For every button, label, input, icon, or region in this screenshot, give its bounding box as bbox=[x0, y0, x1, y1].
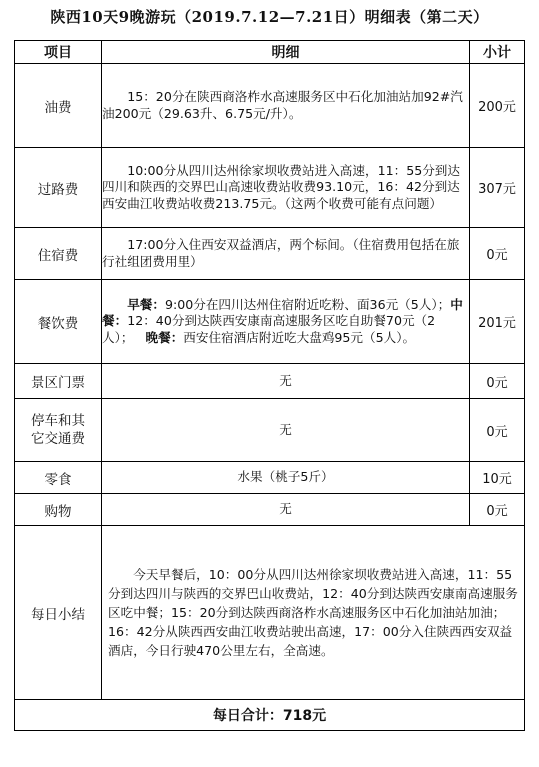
item-label: 油费 bbox=[15, 64, 102, 148]
detail-text: 水果（桃子5斤） bbox=[102, 462, 470, 494]
item-label: 景区门票 bbox=[15, 364, 102, 399]
breakfast-text: 9:00分在四川达州住宿附近吃粉、面36元（5人）； bbox=[164, 296, 451, 312]
table-row-tickets bbox=[15, 364, 525, 399]
summary-text: 今天早餐后，10：00分从四川达州徐家坝收费站进入高速，11：55分到达四川与陕西的交界巴山收费站，12：40分到达陕西安康南高速服务区吃中餐；15：20分到达陕西商洛柞水高速服务区中石化加油站加油；16：42分从陕西西安曲江收费站驶出高速，17：00分入住陕西西安双益酒店，今日行驶470公里左右，全高速。 bbox=[102, 526, 525, 700]
lunch-text: 12：40分到达陕西安康南高速服务区吃自助餐70元（2人）； bbox=[102, 313, 436, 345]
item-label: 每日小结 bbox=[15, 526, 102, 700]
table-row-total bbox=[15, 700, 525, 731]
detail-text: 17:00分入住西安双益酒店，两个标间。（住宿费用包括在旅行社组团费用里） bbox=[102, 228, 470, 280]
detail-text: 无 bbox=[102, 494, 470, 526]
dinner-label: 晚餐： bbox=[145, 329, 184, 345]
table-row-toll bbox=[15, 148, 525, 228]
page-title: 陕西10天9晚游玩（2019.7.12—7.21日）明细表（第二天） bbox=[50, 8, 489, 26]
item-label: 住宿费 bbox=[15, 228, 102, 280]
item-label: 零食 bbox=[15, 462, 102, 494]
dinner-text: 西安住宿酒店附近吃大盘鸡95元（5人）。 bbox=[183, 329, 416, 345]
amount: 0元 bbox=[470, 494, 525, 526]
table-row-summary bbox=[15, 526, 525, 700]
amount: 200元 bbox=[470, 64, 525, 148]
table-row-snacks bbox=[15, 462, 525, 494]
detail-text: 10:00分从四川达州徐家坝收费站进入高速，11：55分到达四川和陕西的交界巴山高速收费站收费93.10元，16：42分到达西安曲江收费站收费213.75元。（这两个收费可能有点问题） bbox=[102, 148, 470, 228]
item-label: 餐饮费 bbox=[15, 280, 102, 364]
daily-total: 每日合计：718元 bbox=[15, 700, 525, 731]
header-item: 项目 bbox=[15, 41, 102, 64]
expense-table bbox=[14, 40, 525, 731]
table-row-fuel bbox=[15, 64, 525, 148]
amount: 10元 bbox=[470, 462, 525, 494]
detail-text: 15：20分在陕西商洛柞水高速服务区中石化加油站加92#汽油200元（29.63升、6.75元/升）。 bbox=[102, 64, 470, 148]
table-header-row bbox=[15, 41, 525, 64]
lunch-label: 中餐： bbox=[102, 296, 463, 329]
meals-detail bbox=[102, 280, 470, 364]
amount: 201元 bbox=[470, 280, 525, 364]
table-row-lodging bbox=[15, 228, 525, 280]
amount: 0元 bbox=[470, 399, 525, 462]
amount: 0元 bbox=[470, 364, 525, 399]
item-label: 停车和其它交通费 bbox=[15, 399, 102, 462]
detail-text: 无 bbox=[102, 399, 470, 462]
item-label: 购物 bbox=[15, 494, 102, 526]
item-label: 过路费 bbox=[15, 148, 102, 228]
amount: 307元 bbox=[470, 148, 525, 228]
table-row-shopping bbox=[15, 494, 525, 526]
header-detail: 明细 bbox=[102, 41, 470, 64]
amount: 0元 bbox=[470, 228, 525, 280]
table-row-parking bbox=[15, 399, 525, 462]
breakfast-label: 早餐： bbox=[127, 296, 165, 312]
table-row-meals bbox=[15, 280, 525, 364]
detail-text: 无 bbox=[102, 364, 470, 399]
header-subtotal: 小计 bbox=[470, 41, 525, 64]
